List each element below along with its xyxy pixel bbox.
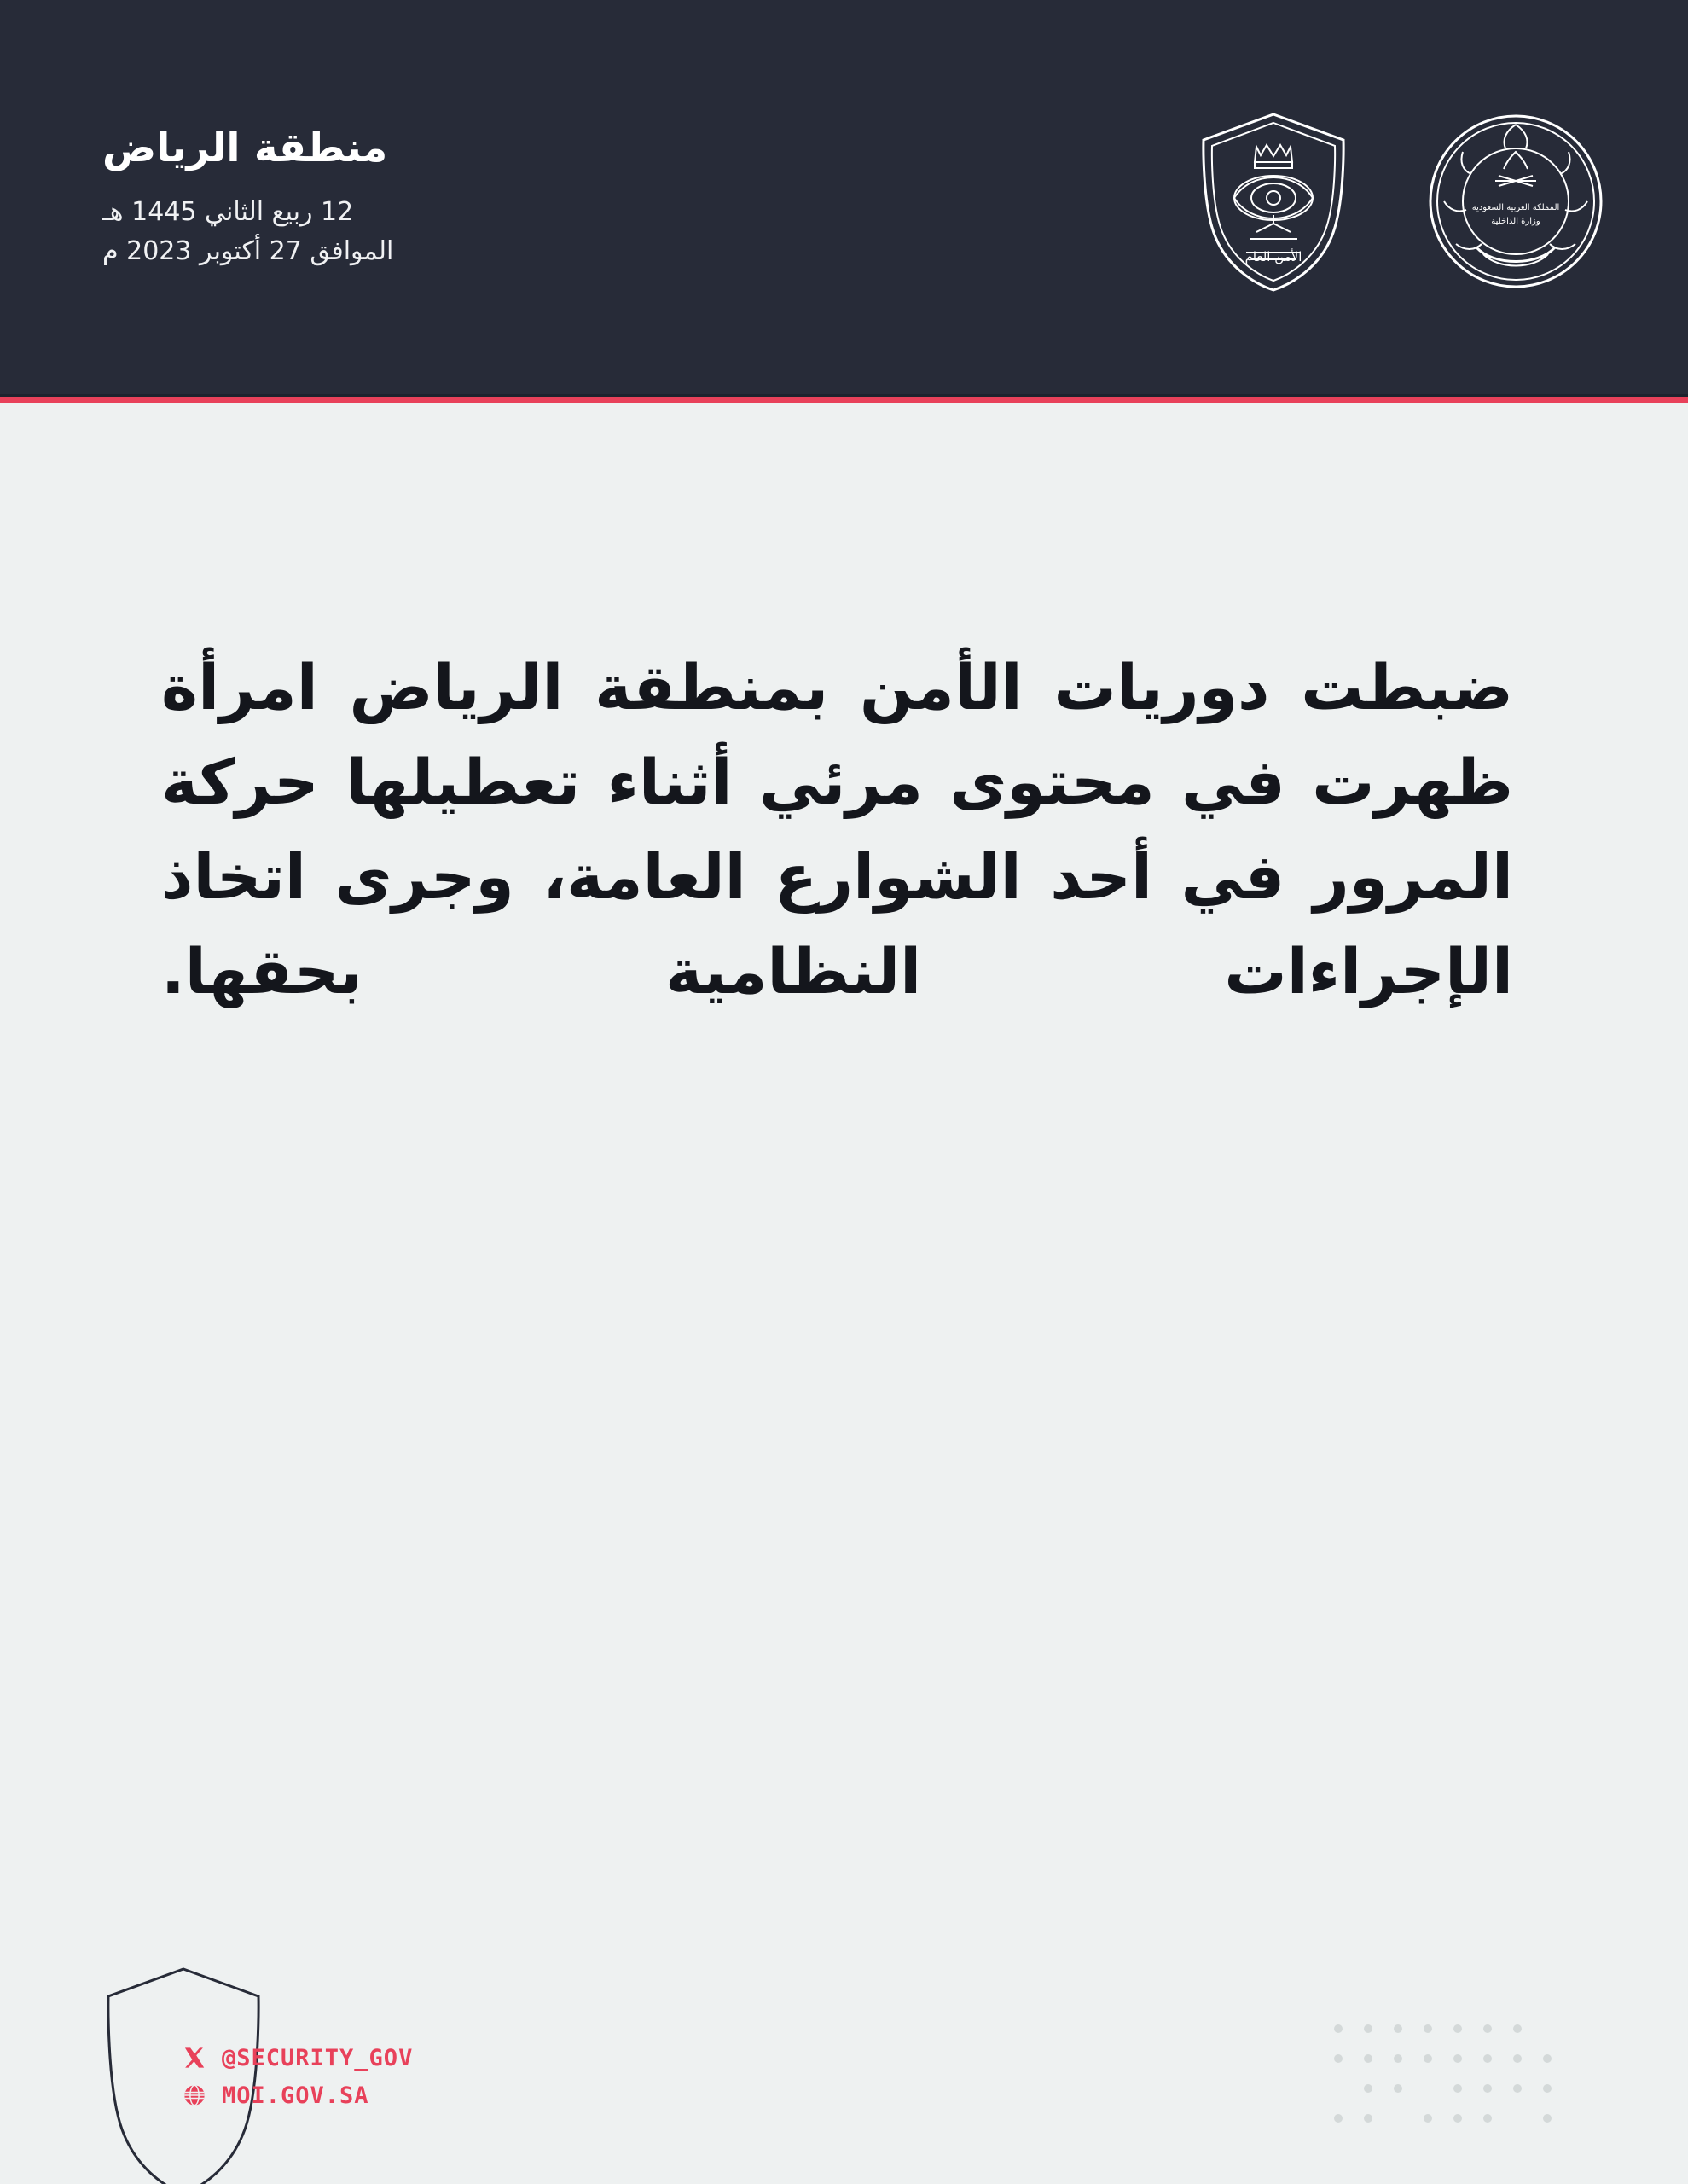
decorative-dot-pattern [1330,2020,1577,2140]
public-security-emblem [1175,102,1372,300]
page-title: منطقة الرياض [102,125,388,172]
footer-links [181,2044,413,2109]
emblem-group [1175,102,1615,300]
page-body [0,403,1688,2184]
header-text-block [102,124,393,279]
svg-text:وزارة الداخلية: وزارة الداخلية [1491,217,1540,226]
social-handle-label: @SECURITY_GOV [222,2044,414,2071]
page-header [0,0,1688,403]
date-gregorian: الموافق 27 أكتوبر 2023 م [102,236,394,267]
website-row[interactable] [181,2082,413,2109]
statement-text: ضبطت دوريات الأمن بمنطقة الرياض امرأة ظهرت في محتوى مرئي أثناء تعطيلها حركة المرور في أحد الشوارع العامة، وجرى اتخاذ الإجراءات النظامية بحقها. [161,652,1513,1008]
x-twitter-icon [181,2044,208,2071]
date-hijri: 12 ربيع الثاني 1445 هـ [102,196,354,227]
svg-text:الأمن العام: الأمن العام [1244,249,1302,264]
header-accent-bar [0,397,1688,403]
website-label: MOI.GOV.SA [222,2082,369,2109]
ministry-of-interior-emblem [1417,102,1615,300]
svg-text:المملكة العربية السعودية: المملكة العربية السعودية [1471,203,1560,212]
globe-icon [181,2082,208,2109]
social-handle-row[interactable] [181,2044,413,2071]
